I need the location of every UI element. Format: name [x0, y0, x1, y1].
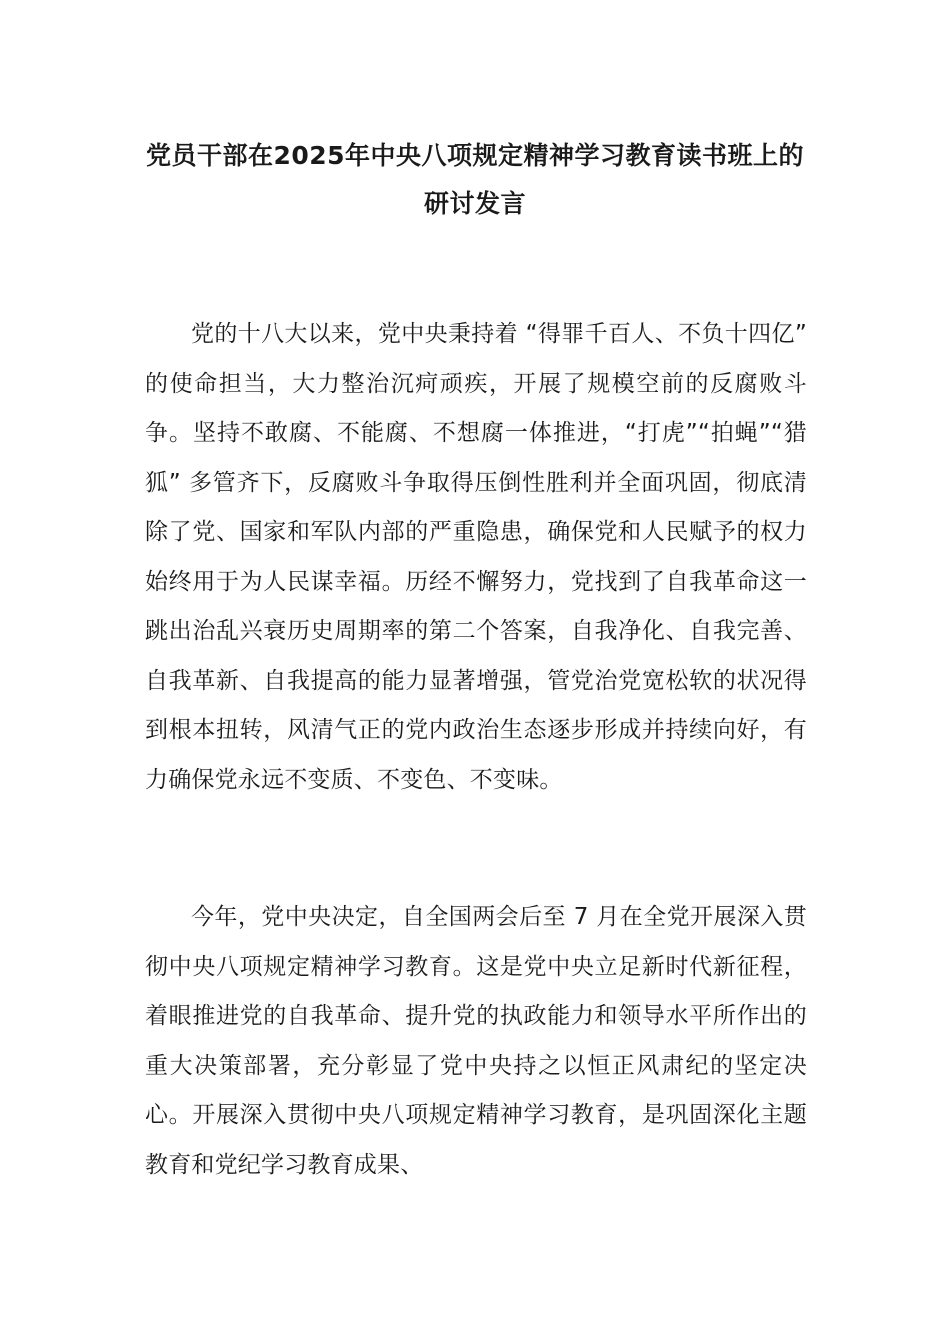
document-title: 党员干部在2025年中央八项规定精神学习教育读书班上的研讨发言	[145, 141, 805, 218]
paragraph-2: 今年，党中央决定，自全国两会后至 7 月在全党开展深入贯彻中央八项规定精神学习教育。这是党中央立足新时代新征程，着眼推进党的自我革命、提升党的执政能力和领导水平所作出的重大决策部署，充分彰显了党中央持之以恒正风肃纪的坚定决心。开展深入贯彻中央八项规定精神学习教育，是巩固深化主题教育和党纪学习教育成果、	[145, 904, 807, 1178]
paragraph-1: 党的十八大以来，党中央秉持着 “得罪千百人、不负十四亿” 的使命担当，大力整治沉疴顽疾，开展了规模空前的反腐败斗争。坚持不敢腐、不能腐、不想腐一体推进，“打虎”“拍蝇”“猎狐” 多管齐下，反腐败斗争取得压倒性胜利并全面巩固，彻底清除了党、国家和军队内部的严重隐患，确保党和人民赋予的权力始终用于为人民谋幸福。历经不懈努力，党找到了自我革命这一跳出治乱兴衰历史周期率的第二个答案，自我净化、自我完善、自我革新、自我提高的能力显著增强，管党治党宽松软的状况得到根本扭转，风清气正的党内政治生态逐步形成并持续向好，有力确保党永远不变质、不变色、不变味。	[145, 321, 807, 793]
